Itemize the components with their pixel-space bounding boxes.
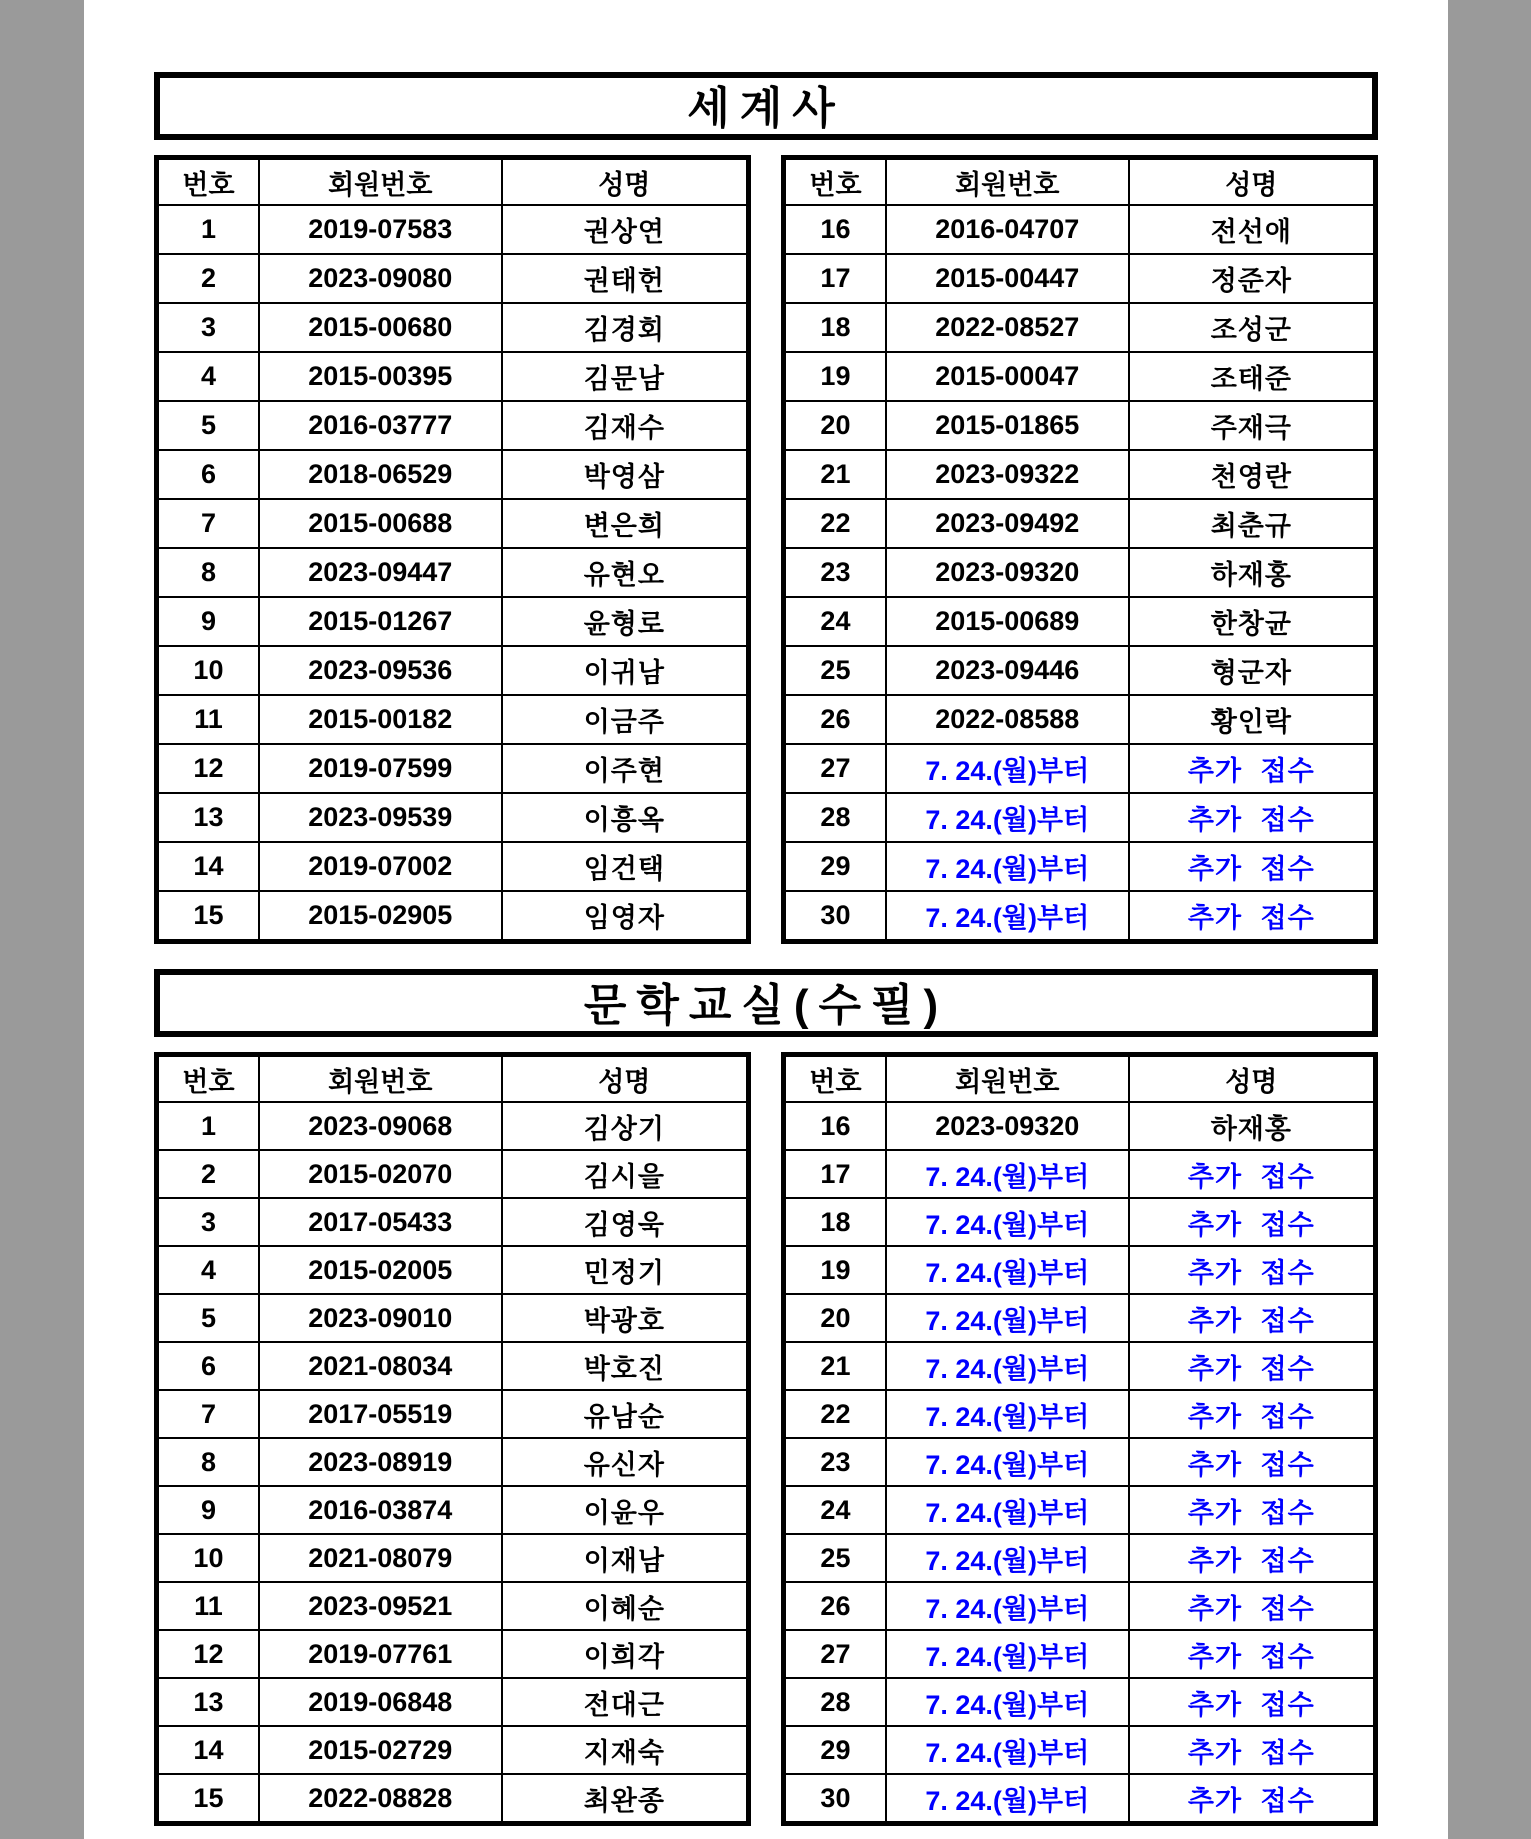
cell-member-name: 추가 접수 [1129, 1342, 1376, 1390]
cell-row-number: 24 [784, 1486, 886, 1534]
section-tables [154, 155, 1378, 944]
cell-member-name: 추가 접수 [1129, 1294, 1376, 1342]
column-header: 회원번호 [259, 1055, 502, 1103]
cell-row-number: 20 [784, 401, 886, 450]
cell-member-number: 2019-07761 [259, 1630, 502, 1678]
cell-row-number: 25 [784, 1534, 886, 1582]
cell-member-name: 전선애 [1129, 205, 1376, 254]
cell-row-number: 14 [157, 1726, 259, 1774]
section-title-box [154, 72, 1378, 140]
cell-member-name: 임건택 [502, 842, 749, 891]
table-row [157, 695, 749, 744]
member-table-left [154, 1052, 751, 1826]
table-row [784, 205, 1376, 254]
cell-member-number: 2023-09322 [886, 450, 1129, 499]
table-row [157, 548, 749, 597]
cell-member-number: 7. 24.(월)부터 [886, 1150, 1129, 1198]
table-row [784, 1438, 1376, 1486]
section-title-box [154, 969, 1378, 1037]
cell-row-number: 27 [784, 744, 886, 793]
cell-member-name: 김시을 [502, 1150, 749, 1198]
cell-member-name: 추가 접수 [1129, 744, 1376, 793]
cell-member-name: 추가 접수 [1129, 1582, 1376, 1630]
cell-row-number: 2 [157, 1150, 259, 1198]
cell-member-number: 2022-08588 [886, 695, 1129, 744]
table-row [157, 1678, 749, 1726]
right-page-margin [1448, 0, 1531, 1839]
cell-member-name: 이주현 [502, 744, 749, 793]
table-row [157, 1534, 749, 1582]
column-header: 회원번호 [886, 1055, 1129, 1103]
table-row [157, 205, 749, 254]
cell-row-number: 30 [784, 891, 886, 942]
cell-member-name: 이윤우 [502, 1486, 749, 1534]
table-row [784, 1630, 1376, 1678]
cell-row-number: 27 [784, 1630, 886, 1678]
cell-member-number: 2015-00680 [259, 303, 502, 352]
table-row [784, 1246, 1376, 1294]
cell-member-number: 2019-07002 [259, 842, 502, 891]
left-page-margin [0, 0, 84, 1839]
cell-member-name: 김문남 [502, 352, 749, 401]
cell-member-number: 2023-09539 [259, 793, 502, 842]
table-row [157, 646, 749, 695]
table-row [784, 597, 1376, 646]
table-row [157, 1390, 749, 1438]
column-header: 성명 [1129, 1055, 1376, 1103]
table-row [784, 842, 1376, 891]
cell-member-name: 추가 접수 [1129, 891, 1376, 942]
cell-member-name: 추가 접수 [1129, 1150, 1376, 1198]
cell-member-name: 김상기 [502, 1102, 749, 1150]
cell-row-number: 19 [784, 1246, 886, 1294]
table-row [784, 695, 1376, 744]
cell-member-name: 이귀남 [502, 646, 749, 695]
cell-row-number: 29 [784, 842, 886, 891]
header-row [157, 158, 749, 206]
cell-member-number: 2015-00688 [259, 499, 502, 548]
cell-member-number: 2021-08034 [259, 1342, 502, 1390]
cell-member-number: 2019-07599 [259, 744, 502, 793]
table-row [157, 793, 749, 842]
cell-member-name: 유신자 [502, 1438, 749, 1486]
table-row [157, 744, 749, 793]
cell-row-number: 3 [157, 1198, 259, 1246]
cell-member-number: 7. 24.(월)부터 [886, 1534, 1129, 1582]
cell-row-number: 13 [157, 793, 259, 842]
cell-row-number: 6 [157, 1342, 259, 1390]
cell-member-number: 2022-08527 [886, 303, 1129, 352]
cell-row-number: 1 [157, 205, 259, 254]
table-row [157, 1198, 749, 1246]
table-row [157, 303, 749, 352]
cell-member-number: 2021-08079 [259, 1534, 502, 1582]
table-row [784, 793, 1376, 842]
cell-member-number: 2018-06529 [259, 450, 502, 499]
cell-row-number: 18 [784, 1198, 886, 1246]
cell-row-number: 15 [157, 1774, 259, 1824]
cell-member-number: 7. 24.(월)부터 [886, 1294, 1129, 1342]
table-row [157, 1582, 749, 1630]
cell-member-name: 권태헌 [502, 254, 749, 303]
cell-member-name: 김경회 [502, 303, 749, 352]
cell-row-number: 9 [157, 597, 259, 646]
cell-member-name: 민정기 [502, 1246, 749, 1294]
cell-member-number: 2019-06848 [259, 1678, 502, 1726]
cell-row-number: 11 [157, 695, 259, 744]
cell-row-number: 26 [784, 1582, 886, 1630]
cell-member-name: 하재홍 [1129, 548, 1376, 597]
cell-member-number: 2023-09447 [259, 548, 502, 597]
cell-member-name: 추가 접수 [1129, 1774, 1376, 1824]
cell-member-name: 조성군 [1129, 303, 1376, 352]
table-row [157, 352, 749, 401]
cell-member-number: 7. 24.(월)부터 [886, 842, 1129, 891]
cell-member-number: 7. 24.(월)부터 [886, 1726, 1129, 1774]
cell-row-number: 23 [784, 1438, 886, 1486]
cell-member-name: 조태준 [1129, 352, 1376, 401]
table-row [784, 1102, 1376, 1150]
cell-row-number: 3 [157, 303, 259, 352]
table-row [157, 1774, 749, 1824]
cell-row-number: 28 [784, 1678, 886, 1726]
cell-member-name: 추가 접수 [1129, 1198, 1376, 1246]
table-row [157, 1150, 749, 1198]
column-header: 번호 [157, 158, 259, 206]
cell-row-number: 23 [784, 548, 886, 597]
cell-member-name: 권상연 [502, 205, 749, 254]
cell-member-number: 2023-08919 [259, 1438, 502, 1486]
cell-member-name: 황인락 [1129, 695, 1376, 744]
member-table-left [154, 155, 751, 944]
cell-member-name: 천영란 [1129, 450, 1376, 499]
cell-member-number: 2016-03874 [259, 1486, 502, 1534]
table-row [784, 646, 1376, 695]
cell-member-name: 박광호 [502, 1294, 749, 1342]
member-table-right [781, 1052, 1378, 1826]
cell-member-number: 2017-05433 [259, 1198, 502, 1246]
cell-member-number: 7. 24.(월)부터 [886, 1486, 1129, 1534]
cell-member-name: 주재극 [1129, 401, 1376, 450]
table-row [157, 1486, 749, 1534]
member-table-right [781, 155, 1378, 944]
cell-member-name: 형군자 [1129, 646, 1376, 695]
cell-member-name: 유현오 [502, 548, 749, 597]
cell-member-number: 2017-05519 [259, 1390, 502, 1438]
section-title: 세계사 [687, 84, 845, 133]
cell-member-name: 추가 접수 [1129, 1486, 1376, 1534]
cell-member-number: 7. 24.(월)부터 [886, 793, 1129, 842]
cell-member-number: 2015-01267 [259, 597, 502, 646]
column-header: 번호 [784, 158, 886, 206]
cell-member-number: 7. 24.(월)부터 [886, 1390, 1129, 1438]
cell-row-number: 20 [784, 1294, 886, 1342]
cell-row-number: 11 [157, 1582, 259, 1630]
cell-row-number: 29 [784, 1726, 886, 1774]
cell-member-number: 7. 24.(월)부터 [886, 1678, 1129, 1726]
cell-member-name: 이재남 [502, 1534, 749, 1582]
cell-member-name: 윤형로 [502, 597, 749, 646]
table-row [157, 254, 749, 303]
cell-member-number: 2015-00395 [259, 352, 502, 401]
table-row [784, 1390, 1376, 1438]
table-row [157, 842, 749, 891]
cell-row-number: 17 [784, 1150, 886, 1198]
table-row [157, 1246, 749, 1294]
cell-member-number: 7. 24.(월)부터 [886, 891, 1129, 942]
cell-member-number: 7. 24.(월)부터 [886, 1198, 1129, 1246]
cell-member-name: 추가 접수 [1129, 1534, 1376, 1582]
cell-member-name: 추가 접수 [1129, 1438, 1376, 1486]
cell-member-number: 2015-00689 [886, 597, 1129, 646]
cell-member-name: 김재수 [502, 401, 749, 450]
cell-row-number: 13 [157, 1678, 259, 1726]
cell-member-name: 하재홍 [1129, 1102, 1376, 1150]
cell-member-number: 2015-00047 [886, 352, 1129, 401]
cell-member-number: 2023-09320 [886, 548, 1129, 597]
cell-member-number: 7. 24.(월)부터 [886, 1342, 1129, 1390]
cell-member-name: 이흥옥 [502, 793, 749, 842]
table-row [784, 303, 1376, 352]
column-header: 성명 [502, 1055, 749, 1103]
cell-member-name: 유남순 [502, 1390, 749, 1438]
table-row [784, 548, 1376, 597]
document-page [84, 0, 1448, 1839]
cell-member-number: 2023-09320 [886, 1102, 1129, 1150]
table-row [157, 1630, 749, 1678]
cell-member-number: 2015-02070 [259, 1150, 502, 1198]
cell-member-number: 7. 24.(월)부터 [886, 1630, 1129, 1678]
cell-member-number: 7. 24.(월)부터 [886, 1246, 1129, 1294]
table-row [784, 1774, 1376, 1824]
cell-row-number: 4 [157, 1246, 259, 1294]
cell-row-number: 16 [784, 1102, 886, 1150]
table-row [784, 1534, 1376, 1582]
cell-member-name: 박영삼 [502, 450, 749, 499]
table-row [784, 1582, 1376, 1630]
cell-member-name: 전대근 [502, 1678, 749, 1726]
cell-row-number: 15 [157, 891, 259, 942]
cell-row-number: 10 [157, 1534, 259, 1582]
cell-member-name: 추가 접수 [1129, 1390, 1376, 1438]
cell-member-name: 추가 접수 [1129, 1246, 1376, 1294]
cell-row-number: 22 [784, 499, 886, 548]
section-title: 문학교실(수필) [583, 981, 949, 1030]
cell-member-number: 2015-00447 [886, 254, 1129, 303]
cell-member-number: 2015-02729 [259, 1726, 502, 1774]
cell-member-name: 최완종 [502, 1774, 749, 1824]
cell-member-name: 김영욱 [502, 1198, 749, 1246]
table-row [784, 1294, 1376, 1342]
column-header: 회원번호 [886, 158, 1129, 206]
cell-member-number: 2023-09068 [259, 1102, 502, 1150]
section-tables [154, 1052, 1378, 1826]
cell-member-number: 2015-01865 [886, 401, 1129, 450]
cell-row-number: 14 [157, 842, 259, 891]
table-row [784, 891, 1376, 942]
cell-member-number: 7. 24.(월)부터 [886, 1774, 1129, 1824]
table-row [784, 1342, 1376, 1390]
cell-row-number: 12 [157, 1630, 259, 1678]
cell-member-number: 2019-07583 [259, 205, 502, 254]
cell-member-name: 추가 접수 [1129, 793, 1376, 842]
cell-row-number: 7 [157, 1390, 259, 1438]
column-header: 성명 [502, 158, 749, 206]
cell-member-number: 2023-09521 [259, 1582, 502, 1630]
table-row [784, 450, 1376, 499]
cell-member-name: 추가 접수 [1129, 1678, 1376, 1726]
cell-member-number: 7. 24.(월)부터 [886, 1582, 1129, 1630]
cell-member-number: 2015-00182 [259, 695, 502, 744]
column-header: 번호 [157, 1055, 259, 1103]
cell-row-number: 7 [157, 499, 259, 548]
header-row [157, 1055, 749, 1103]
cell-member-name: 추가 접수 [1129, 842, 1376, 891]
table-row [784, 352, 1376, 401]
cell-member-name: 지재숙 [502, 1726, 749, 1774]
cell-member-name: 이혜순 [502, 1582, 749, 1630]
table-row [784, 744, 1376, 793]
cell-row-number: 10 [157, 646, 259, 695]
cell-member-name: 정준자 [1129, 254, 1376, 303]
cell-row-number: 22 [784, 1390, 886, 1438]
table-row [784, 499, 1376, 548]
cell-member-name: 변은희 [502, 499, 749, 548]
table-row [157, 1726, 749, 1774]
cell-row-number: 2 [157, 254, 259, 303]
cell-member-name: 이금주 [502, 695, 749, 744]
cell-row-number: 4 [157, 352, 259, 401]
table-row [157, 891, 749, 942]
table-row [784, 254, 1376, 303]
cell-row-number: 28 [784, 793, 886, 842]
cell-row-number: 25 [784, 646, 886, 695]
column-header: 회원번호 [259, 158, 502, 206]
table-row [157, 1438, 749, 1486]
cell-member-number: 2023-09080 [259, 254, 502, 303]
cell-member-number: 2023-09446 [886, 646, 1129, 695]
table-row [784, 1198, 1376, 1246]
cell-member-number: 7. 24.(월)부터 [886, 744, 1129, 793]
cell-member-number: 2023-09010 [259, 1294, 502, 1342]
header-row [784, 158, 1376, 206]
cell-member-number: 2015-02905 [259, 891, 502, 942]
cell-row-number: 21 [784, 450, 886, 499]
table-row [784, 1486, 1376, 1534]
cell-member-number: 2023-09536 [259, 646, 502, 695]
cell-member-name: 추가 접수 [1129, 1630, 1376, 1678]
cell-row-number: 18 [784, 303, 886, 352]
table-row [784, 401, 1376, 450]
table-row [784, 1150, 1376, 1198]
table-row [157, 401, 749, 450]
cell-row-number: 6 [157, 450, 259, 499]
column-header: 번호 [784, 1055, 886, 1103]
table-row [157, 1342, 749, 1390]
cell-row-number: 26 [784, 695, 886, 744]
cell-member-number: 2022-08828 [259, 1774, 502, 1824]
cell-row-number: 8 [157, 548, 259, 597]
cell-row-number: 17 [784, 254, 886, 303]
table-row [157, 1102, 749, 1150]
cell-row-number: 8 [157, 1438, 259, 1486]
cell-member-number: 2015-02005 [259, 1246, 502, 1294]
table-row [784, 1726, 1376, 1774]
cell-row-number: 5 [157, 401, 259, 450]
table-row [157, 1294, 749, 1342]
cell-member-name: 최춘규 [1129, 499, 1376, 548]
table-row [157, 597, 749, 646]
header-row [784, 1055, 1376, 1103]
cell-member-number: 7. 24.(월)부터 [886, 1438, 1129, 1486]
cell-row-number: 16 [784, 205, 886, 254]
cell-row-number: 21 [784, 1342, 886, 1390]
cell-row-number: 30 [784, 1774, 886, 1824]
cell-member-name: 추가 접수 [1129, 1726, 1376, 1774]
cell-member-name: 한창균 [1129, 597, 1376, 646]
cell-member-number: 2016-04707 [886, 205, 1129, 254]
cell-member-name: 이희각 [502, 1630, 749, 1678]
cell-row-number: 9 [157, 1486, 259, 1534]
column-header: 성명 [1129, 158, 1376, 206]
cell-row-number: 24 [784, 597, 886, 646]
cell-member-number: 2016-03777 [259, 401, 502, 450]
cell-row-number: 19 [784, 352, 886, 401]
table-row [157, 499, 749, 548]
cell-member-name: 박호진 [502, 1342, 749, 1390]
cell-member-name: 임영자 [502, 891, 749, 942]
cell-row-number: 1 [157, 1102, 259, 1150]
table-row [784, 1678, 1376, 1726]
table-row [157, 450, 749, 499]
cell-row-number: 12 [157, 744, 259, 793]
cell-row-number: 5 [157, 1294, 259, 1342]
cell-member-number: 2023-09492 [886, 499, 1129, 548]
